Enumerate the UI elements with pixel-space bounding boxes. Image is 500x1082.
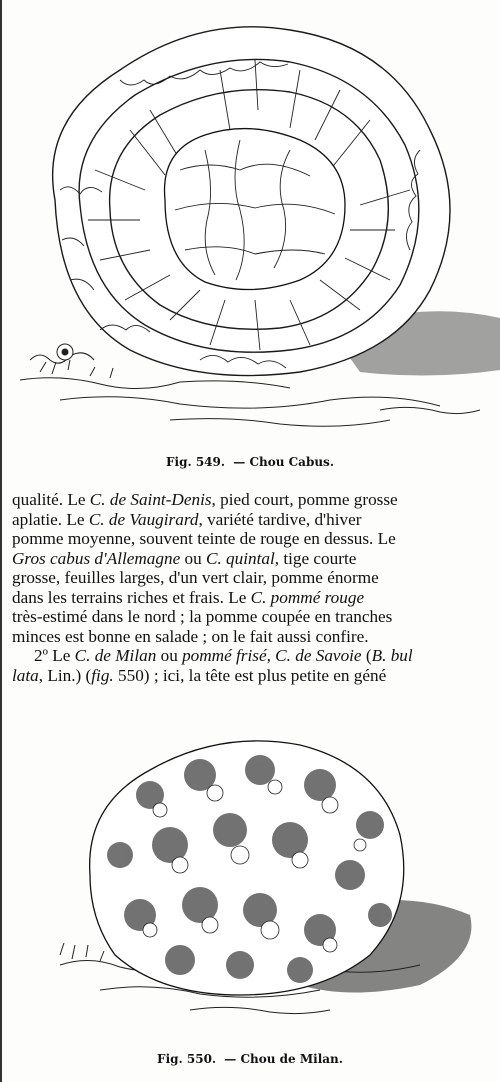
text-run: 2º Le bbox=[34, 646, 75, 665]
figure-549-cabbage-engraving bbox=[0, 0, 500, 450]
body-text bbox=[12, 490, 496, 685]
figure-550-label: Fig. 550. bbox=[157, 1052, 217, 1066]
figure-550-separator: — bbox=[224, 1052, 237, 1066]
italic-text-run: C. quintal bbox=[206, 548, 275, 568]
figure-549-separator: — bbox=[233, 455, 246, 469]
figure-549-caption bbox=[0, 455, 500, 469]
figure-550-savoy-cabbage-engraving bbox=[0, 715, 500, 1045]
italic-text-run: fig. bbox=[91, 665, 114, 685]
italic-text-run: pommé frisé bbox=[182, 646, 267, 665]
text-line bbox=[12, 646, 496, 666]
text-run: grosse, feuilles larges, d'un vert clair, pomme énorme bbox=[12, 568, 379, 587]
figure-550-title: Chou de Milan. bbox=[240, 1052, 343, 1066]
text-line bbox=[12, 490, 496, 510]
text-line bbox=[12, 549, 496, 569]
text-run: pomme moyenne, souvent teinte de rouge en dessus. Le bbox=[12, 529, 396, 548]
text-run: ( bbox=[361, 646, 372, 665]
text-run: , Lin.) ( bbox=[38, 665, 92, 685]
italic-text-run: B. bul bbox=[371, 646, 413, 665]
italic-text-run: C. de Milan bbox=[74, 646, 157, 665]
text-line bbox=[12, 627, 496, 647]
figure-550-caption bbox=[0, 1052, 500, 1066]
text-run: minces est bonne en salade ; on le fait aussi confire. bbox=[12, 626, 369, 646]
figure-549-title: Chou Cabus. bbox=[249, 455, 334, 469]
text-run: 550) ; ici, la tête est plus petite en géné bbox=[113, 665, 387, 685]
text-run: aplatie. Le bbox=[12, 509, 89, 529]
text-line bbox=[12, 529, 496, 549]
italic-text-run: C. pommé rouge bbox=[250, 587, 365, 607]
text-run: , variété tardive, d'hiver bbox=[198, 509, 362, 529]
text-line bbox=[12, 607, 496, 627]
italic-text-run: C. de Vaugirard bbox=[88, 509, 199, 529]
text-run: , pied court, pomme grosse bbox=[211, 490, 398, 509]
italic-text-run: Gros cabus d'Allemagne bbox=[12, 548, 181, 568]
italic-text-run: C. de Savoie bbox=[275, 646, 362, 665]
text-run: , tige courte bbox=[274, 548, 357, 568]
text-run: très-estimé dans le nord ; la pomme coupée en tranches bbox=[12, 607, 393, 626]
text-line bbox=[12, 510, 496, 530]
text-run: ou bbox=[156, 646, 183, 665]
italic-text-run: lata bbox=[12, 665, 39, 685]
text-line bbox=[12, 568, 496, 588]
text-line bbox=[12, 588, 496, 608]
italic-text-run: C. de Saint-Denis bbox=[89, 490, 212, 509]
text-run: dans les terrains riches et frais. Le bbox=[12, 587, 251, 607]
text-run: , bbox=[266, 646, 276, 665]
text-run: qualité. Le bbox=[12, 490, 90, 509]
figure-549-label: Fig. 549. bbox=[166, 455, 226, 469]
text-line bbox=[12, 666, 496, 686]
text-run: ou bbox=[180, 548, 206, 568]
